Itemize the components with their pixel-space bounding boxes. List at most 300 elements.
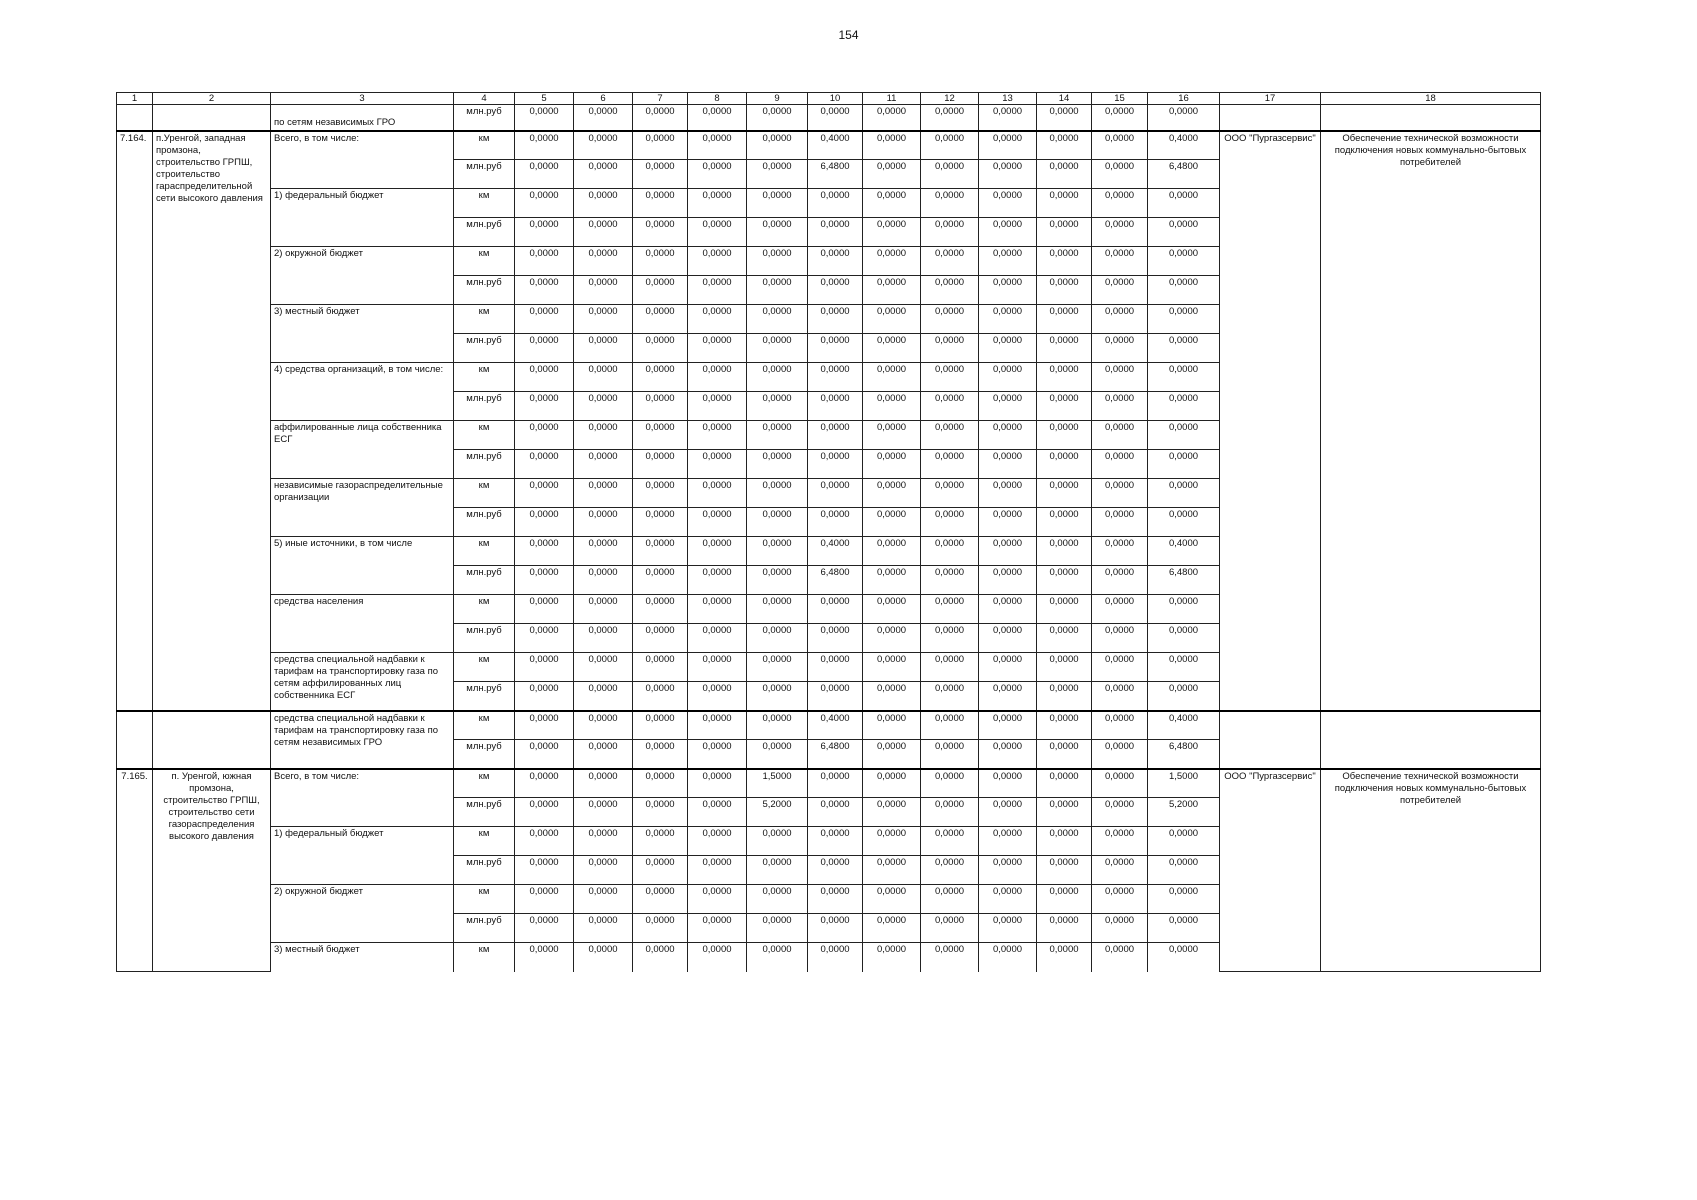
unit-cell: млн.руб [454, 218, 515, 247]
value-cell: 0,0000 [863, 798, 921, 827]
unit-cell: млн.руб [454, 450, 515, 479]
value-cell: 0,0000 [863, 537, 921, 566]
value-cell: 0,0000 [1037, 769, 1092, 798]
value-cell: 0,0000 [1037, 508, 1092, 537]
value-cell: 0,0000 [633, 827, 688, 856]
value-cell: 0,0000 [633, 450, 688, 479]
value-cell: 0,0000 [515, 624, 574, 653]
value-cell: 0,0000 [747, 653, 808, 682]
value-cell: 0,0000 [921, 943, 979, 972]
value-cell: 0,0000 [633, 508, 688, 537]
value-cell: 0,0000 [808, 218, 863, 247]
value-cell: 0,0000 [1037, 334, 1092, 363]
value-cell: 0,0000 [688, 537, 747, 566]
value-cell: 0,0000 [633, 247, 688, 276]
value-cell: 0,0000 [747, 218, 808, 247]
value-cell: 0,0000 [808, 943, 863, 972]
value-cell: 0,0000 [515, 189, 574, 218]
value-cell: 0,0000 [1148, 450, 1220, 479]
value-cell: 0,0000 [515, 943, 574, 972]
value-cell: 0,0000 [688, 769, 747, 798]
value-cell: 0,0000 [863, 943, 921, 972]
item-name: п. Уренгой, южная промзона, строительство ГРПШ, строительство сети газораспределения высокого давления [153, 769, 271, 972]
value-cell: 0,0000 [633, 218, 688, 247]
unit-cell: млн.руб [454, 566, 515, 595]
value-cell: 0,0000 [1092, 798, 1148, 827]
value-cell: 0,0000 [1148, 334, 1220, 363]
value-cell: 0,0000 [633, 421, 688, 450]
value-cell: 0,0000 [979, 450, 1037, 479]
source-label: Всего, в том числе: [271, 769, 454, 827]
unit-cell: млн.руб [454, 624, 515, 653]
source-label: 2) окружной бюджет [271, 885, 454, 943]
value-cell: 0,0000 [863, 450, 921, 479]
value-cell: 0,0000 [688, 827, 747, 856]
value-cell: 0,0000 [1092, 247, 1148, 276]
source-label: Всего, в том числе: [271, 131, 454, 189]
value-cell: 0,0000 [633, 160, 688, 189]
value-cell: 0,0000 [921, 479, 979, 508]
value-cell: 0,0000 [515, 218, 574, 247]
value-cell: 0,0000 [747, 856, 808, 885]
value-cell: 0,0000 [808, 450, 863, 479]
value-cell: 0,0000 [1037, 421, 1092, 450]
value-cell: 0,0000 [1037, 160, 1092, 189]
value-cell: 0,0000 [515, 682, 574, 711]
value-cell: 0,0000 [515, 160, 574, 189]
value-cell: 0,4000 [1148, 711, 1220, 740]
value-cell: 0,0000 [574, 711, 633, 740]
value-cell: 0,0000 [921, 421, 979, 450]
value-cell: 0,0000 [747, 189, 808, 218]
value-cell: 0,0000 [863, 105, 921, 131]
value-cell: 0,0000 [863, 334, 921, 363]
column-number: 12 [921, 93, 979, 105]
value-cell: 0,0000 [863, 711, 921, 740]
value-cell: 0,0000 [979, 392, 1037, 421]
value-cell: 0,0000 [1037, 595, 1092, 624]
value-cell: 0,0000 [921, 160, 979, 189]
value-cell: 0,4000 [808, 537, 863, 566]
value-cell: 0,0000 [633, 740, 688, 769]
value-cell: 0,0000 [688, 682, 747, 711]
value-cell: 0,0000 [979, 914, 1037, 943]
unit-cell: км [454, 479, 515, 508]
value-cell: 0,0000 [921, 740, 979, 769]
value-cell: 0,0000 [515, 856, 574, 885]
value-cell: 0,0000 [921, 682, 979, 711]
unit-cell: км [454, 537, 515, 566]
value-cell: 0,0000 [1092, 305, 1148, 334]
value-cell: 0,0000 [688, 798, 747, 827]
value-cell: 0,4000 [1148, 131, 1220, 160]
value-cell: 1,5000 [747, 769, 808, 798]
value-cell: 0,0000 [921, 392, 979, 421]
value-cell: 0,0000 [688, 105, 747, 131]
value-cell: 0,0000 [979, 595, 1037, 624]
value-cell: 0,0000 [1037, 798, 1092, 827]
value-cell: 0,0000 [747, 421, 808, 450]
value-cell: 0,0000 [1037, 479, 1092, 508]
value-cell: 0,0000 [1092, 421, 1148, 450]
value-cell: 0,0000 [979, 131, 1037, 160]
value-cell: 0,0000 [747, 537, 808, 566]
value-cell: 0,0000 [633, 624, 688, 653]
value-cell: 0,0000 [1148, 105, 1220, 131]
value-cell: 0,0000 [1092, 740, 1148, 769]
value-cell: 0,0000 [515, 798, 574, 827]
value-cell: 0,0000 [808, 856, 863, 885]
value-cell: 0,0000 [633, 131, 688, 160]
value-cell: 0,0000 [1092, 508, 1148, 537]
column-number: 2 [153, 93, 271, 105]
value-cell: 0,0000 [1037, 653, 1092, 682]
value-cell: 0,0000 [808, 276, 863, 305]
page-number: 154 [838, 28, 859, 42]
value-cell: 0,0000 [515, 131, 574, 160]
value-cell: 0,0000 [747, 624, 808, 653]
source-label: независимые газораспределительные организации [271, 479, 454, 537]
value-cell: 0,0000 [979, 189, 1037, 218]
value-cell: 0,0000 [921, 537, 979, 566]
value-cell: 0,0000 [808, 769, 863, 798]
value-cell: 0,0000 [688, 595, 747, 624]
value-cell: 0,0000 [1092, 276, 1148, 305]
value-cell: 0,0000 [515, 885, 574, 914]
value-cell: 0,0000 [921, 914, 979, 943]
value-cell: 0,0000 [1092, 537, 1148, 566]
value-cell: 0,0000 [574, 740, 633, 769]
value-cell: 0,0000 [979, 653, 1037, 682]
value-cell: 0,0000 [688, 624, 747, 653]
value-cell: 0,0000 [1148, 914, 1220, 943]
unit-cell: млн.руб [454, 740, 515, 769]
item-number [117, 711, 153, 769]
value-cell: 0,0000 [1092, 566, 1148, 595]
value-cell: 0,0000 [979, 740, 1037, 769]
executor-cell [1220, 105, 1321, 131]
value-cell: 0,0000 [515, 827, 574, 856]
value-cell: 0,0000 [1037, 740, 1092, 769]
value-cell: 0,0000 [863, 160, 921, 189]
value-cell: 0,0000 [863, 624, 921, 653]
value-cell: 0,0000 [808, 479, 863, 508]
item-name [153, 711, 271, 769]
value-cell: 0,0000 [921, 711, 979, 740]
value-cell: 0,0000 [747, 566, 808, 595]
value-cell: 0,0000 [688, 711, 747, 740]
value-cell: 0,0000 [515, 334, 574, 363]
value-cell: 0,0000 [979, 334, 1037, 363]
value-cell: 0,0000 [808, 682, 863, 711]
value-cell: 0,0000 [633, 334, 688, 363]
value-cell: 0,0000 [1092, 827, 1148, 856]
value-cell: 0,0000 [808, 914, 863, 943]
value-cell: 0,0000 [1092, 885, 1148, 914]
value-cell: 0,0000 [1037, 682, 1092, 711]
value-cell: 0,0000 [863, 421, 921, 450]
value-cell: 0,0000 [979, 624, 1037, 653]
value-cell: 0,0000 [921, 566, 979, 595]
source-label: 4) средства организаций, в том числе: [271, 363, 454, 421]
unit-cell: км [454, 653, 515, 682]
value-cell: 0,0000 [921, 827, 979, 856]
unit-cell: км [454, 305, 515, 334]
value-cell: 0,0000 [863, 508, 921, 537]
source-label: по сетям независимых ГРО [271, 105, 454, 131]
value-cell: 0,0000 [688, 334, 747, 363]
value-cell: 0,0000 [688, 276, 747, 305]
value-cell: 0,0000 [633, 711, 688, 740]
value-cell: 0,0000 [515, 740, 574, 769]
value-cell: 0,0000 [1092, 218, 1148, 247]
value-cell: 0,0000 [574, 595, 633, 624]
column-number: 14 [1037, 93, 1092, 105]
executor: ООО "Пургазсервис" [1220, 131, 1321, 711]
value-cell: 0,0000 [808, 653, 863, 682]
unit-cell: км [454, 827, 515, 856]
value-cell: 0,0000 [688, 508, 747, 537]
value-cell: 0,0000 [1148, 943, 1220, 972]
value-cell: 0,0000 [747, 885, 808, 914]
value-cell: 0,0000 [808, 247, 863, 276]
value-cell: 0,0000 [1037, 537, 1092, 566]
value-cell: 0,0000 [979, 856, 1037, 885]
source-label: средства населения [271, 595, 454, 653]
unit-cell: млн.руб [454, 508, 515, 537]
column-number: 4 [454, 93, 515, 105]
value-cell: 0,0000 [808, 305, 863, 334]
value-cell: 0,0000 [574, 769, 633, 798]
unit-cell: млн.руб [454, 392, 515, 421]
value-cell: 0,0000 [688, 885, 747, 914]
value-cell: 0,0000 [863, 189, 921, 218]
value-cell: 0,0000 [1148, 421, 1220, 450]
value-cell: 0,0000 [747, 682, 808, 711]
value-cell: 0,0000 [921, 595, 979, 624]
value-cell: 0,0000 [1092, 682, 1148, 711]
source-label: 1) федеральный бюджет [271, 827, 454, 885]
value-cell: 0,0000 [1148, 595, 1220, 624]
value-cell: 0,0000 [921, 276, 979, 305]
value-cell: 0,0000 [688, 943, 747, 972]
value-cell: 0,0000 [633, 682, 688, 711]
column-number: 8 [688, 93, 747, 105]
value-cell: 0,0000 [688, 305, 747, 334]
table-row [117, 711, 1541, 740]
value-cell: 0,0000 [633, 914, 688, 943]
value-cell: 0,0000 [515, 421, 574, 450]
value-cell: 0,0000 [688, 160, 747, 189]
value-cell: 0,0000 [688, 856, 747, 885]
value-cell: 0,0000 [808, 798, 863, 827]
source-label: аффилированные лица собственника ЕСГ [271, 421, 454, 479]
value-cell: 0,0000 [574, 450, 633, 479]
value-cell: 0,0000 [688, 363, 747, 392]
value-cell: 0,0000 [574, 131, 633, 160]
value-cell: 0,0000 [515, 247, 574, 276]
value-cell: 0,0000 [515, 363, 574, 392]
value-cell: 0,0000 [921, 508, 979, 537]
value-cell: 0,0000 [1092, 653, 1148, 682]
value-cell: 0,0000 [633, 189, 688, 218]
value-cell: 0,0000 [747, 131, 808, 160]
value-cell: 0,0000 [688, 479, 747, 508]
value-cell: 0,0000 [688, 247, 747, 276]
value-cell: 0,0000 [515, 595, 574, 624]
value-cell: 0,0000 [574, 363, 633, 392]
value-cell: 0,0000 [979, 798, 1037, 827]
value-cell: 0,0000 [863, 769, 921, 798]
value-cell: 0,0000 [633, 105, 688, 131]
value-cell: 0,0000 [688, 131, 747, 160]
value-cell: 0,0000 [633, 392, 688, 421]
value-cell: 0,0000 [688, 740, 747, 769]
value-cell: 0,0000 [863, 682, 921, 711]
unit-cell: км [454, 131, 515, 160]
value-cell: 0,0000 [747, 479, 808, 508]
purpose: Обеспечение технической возможности подключения новых коммунально-бытовых потребителей [1321, 769, 1541, 972]
value-cell: 0,0000 [921, 131, 979, 160]
source-label: 1) федеральный бюджет [271, 189, 454, 247]
value-cell: 0,0000 [979, 566, 1037, 595]
value-cell: 0,0000 [863, 218, 921, 247]
value-cell: 0,0000 [1092, 769, 1148, 798]
unit-cell: млн.руб [454, 914, 515, 943]
value-cell: 0,0000 [808, 105, 863, 131]
value-cell: 0,0000 [1037, 856, 1092, 885]
value-cell: 0,0000 [1037, 450, 1092, 479]
value-cell: 0,0000 [574, 421, 633, 450]
value-cell: 0,0000 [1092, 189, 1148, 218]
table-row [117, 105, 1541, 131]
purpose [1321, 711, 1541, 769]
value-cell: 0,0000 [574, 160, 633, 189]
value-cell: 0,0000 [808, 624, 863, 653]
value-cell: 0,0000 [921, 247, 979, 276]
column-number: 9 [747, 93, 808, 105]
value-cell: 0,0000 [1092, 943, 1148, 972]
value-cell: 0,0000 [515, 653, 574, 682]
value-cell: 0,0000 [808, 595, 863, 624]
value-cell: 0,0000 [747, 363, 808, 392]
value-cell: 0,4000 [808, 131, 863, 160]
value-cell: 6,4800 [1148, 566, 1220, 595]
value-cell: 0,0000 [1037, 827, 1092, 856]
value-cell: 6,4800 [1148, 740, 1220, 769]
value-cell: 0,0000 [574, 479, 633, 508]
value-cell: 0,0000 [863, 479, 921, 508]
value-cell: 0,0000 [921, 885, 979, 914]
value-cell: 0,0000 [747, 914, 808, 943]
value-cell: 0,0000 [921, 856, 979, 885]
value-cell: 0,0000 [1092, 624, 1148, 653]
value-cell: 0,0000 [921, 189, 979, 218]
unit-cell: км [454, 421, 515, 450]
value-cell: 0,0000 [633, 885, 688, 914]
unit-cell: млн.руб [454, 276, 515, 305]
column-number: 13 [979, 93, 1037, 105]
value-cell: 0,0000 [921, 305, 979, 334]
value-cell: 0,0000 [747, 740, 808, 769]
value-cell: 0,0000 [1148, 508, 1220, 537]
value-cell: 0,0000 [1148, 363, 1220, 392]
value-cell: 0,0000 [747, 247, 808, 276]
item-name: п.Уренгой, западная промзона, строительство ГРПШ, строительство гараспределительной сети высокого давления [153, 131, 271, 711]
unit-cell: млн.руб [454, 334, 515, 363]
column-number: 1 [117, 93, 153, 105]
value-cell: 0,0000 [1092, 914, 1148, 943]
value-cell: 0,0000 [1037, 105, 1092, 131]
unit-cell: км [454, 189, 515, 218]
value-cell: 0,0000 [688, 421, 747, 450]
value-cell: 0,0000 [688, 566, 747, 595]
value-cell: 0,0000 [515, 392, 574, 421]
value-cell: 0,0000 [747, 334, 808, 363]
value-cell: 0,0000 [1037, 711, 1092, 740]
value-cell: 0,0000 [863, 247, 921, 276]
value-cell: 0,0000 [808, 421, 863, 450]
value-cell: 0,0000 [633, 798, 688, 827]
value-cell: 0,0000 [515, 537, 574, 566]
value-cell: 0,0000 [979, 943, 1037, 972]
value-cell: 0,0000 [979, 682, 1037, 711]
value-cell: 0,4000 [1148, 537, 1220, 566]
value-cell: 0,0000 [574, 508, 633, 537]
value-cell: 0,0000 [1148, 218, 1220, 247]
value-cell: 0,0000 [863, 827, 921, 856]
value-cell: 0,0000 [1148, 305, 1220, 334]
investment-program-table [116, 92, 1541, 972]
value-cell: 5,2000 [1148, 798, 1220, 827]
value-cell: 0,0000 [921, 105, 979, 131]
value-cell: 0,0000 [1092, 711, 1148, 740]
value-cell: 0,0000 [574, 189, 633, 218]
value-cell: 0,0000 [747, 508, 808, 537]
item-name-cell [153, 105, 271, 131]
value-cell: 0,0000 [808, 885, 863, 914]
value-cell: 6,4800 [808, 740, 863, 769]
value-cell: 0,0000 [1092, 856, 1148, 885]
value-cell: 0,0000 [1148, 624, 1220, 653]
value-cell: 0,0000 [633, 595, 688, 624]
source-label: 3) местный бюджет [271, 305, 454, 363]
value-cell: 0,0000 [1037, 218, 1092, 247]
table-row [117, 769, 1541, 798]
value-cell: 0,0000 [1092, 363, 1148, 392]
value-cell: 0,0000 [688, 914, 747, 943]
value-cell: 0,0000 [863, 566, 921, 595]
value-cell: 0,0000 [515, 305, 574, 334]
value-cell: 0,0000 [921, 624, 979, 653]
column-number: 6 [574, 93, 633, 105]
value-cell: 0,0000 [1092, 105, 1148, 131]
item-number: 7.165. [117, 769, 153, 972]
value-cell: 0,0000 [979, 247, 1037, 276]
value-cell: 0,0000 [1092, 595, 1148, 624]
value-cell: 0,0000 [574, 392, 633, 421]
executor: ООО "Пургазсервис" [1220, 769, 1321, 972]
unit-cell: млн.руб [454, 160, 515, 189]
value-cell: 0,0000 [808, 392, 863, 421]
value-cell: 0,0000 [863, 131, 921, 160]
value-cell: 0,0000 [979, 508, 1037, 537]
value-cell: 0,0000 [747, 943, 808, 972]
value-cell: 0,0000 [979, 421, 1037, 450]
value-cell: 0,0000 [1037, 189, 1092, 218]
value-cell: 0,0000 [633, 943, 688, 972]
value-cell: 0,0000 [574, 856, 633, 885]
